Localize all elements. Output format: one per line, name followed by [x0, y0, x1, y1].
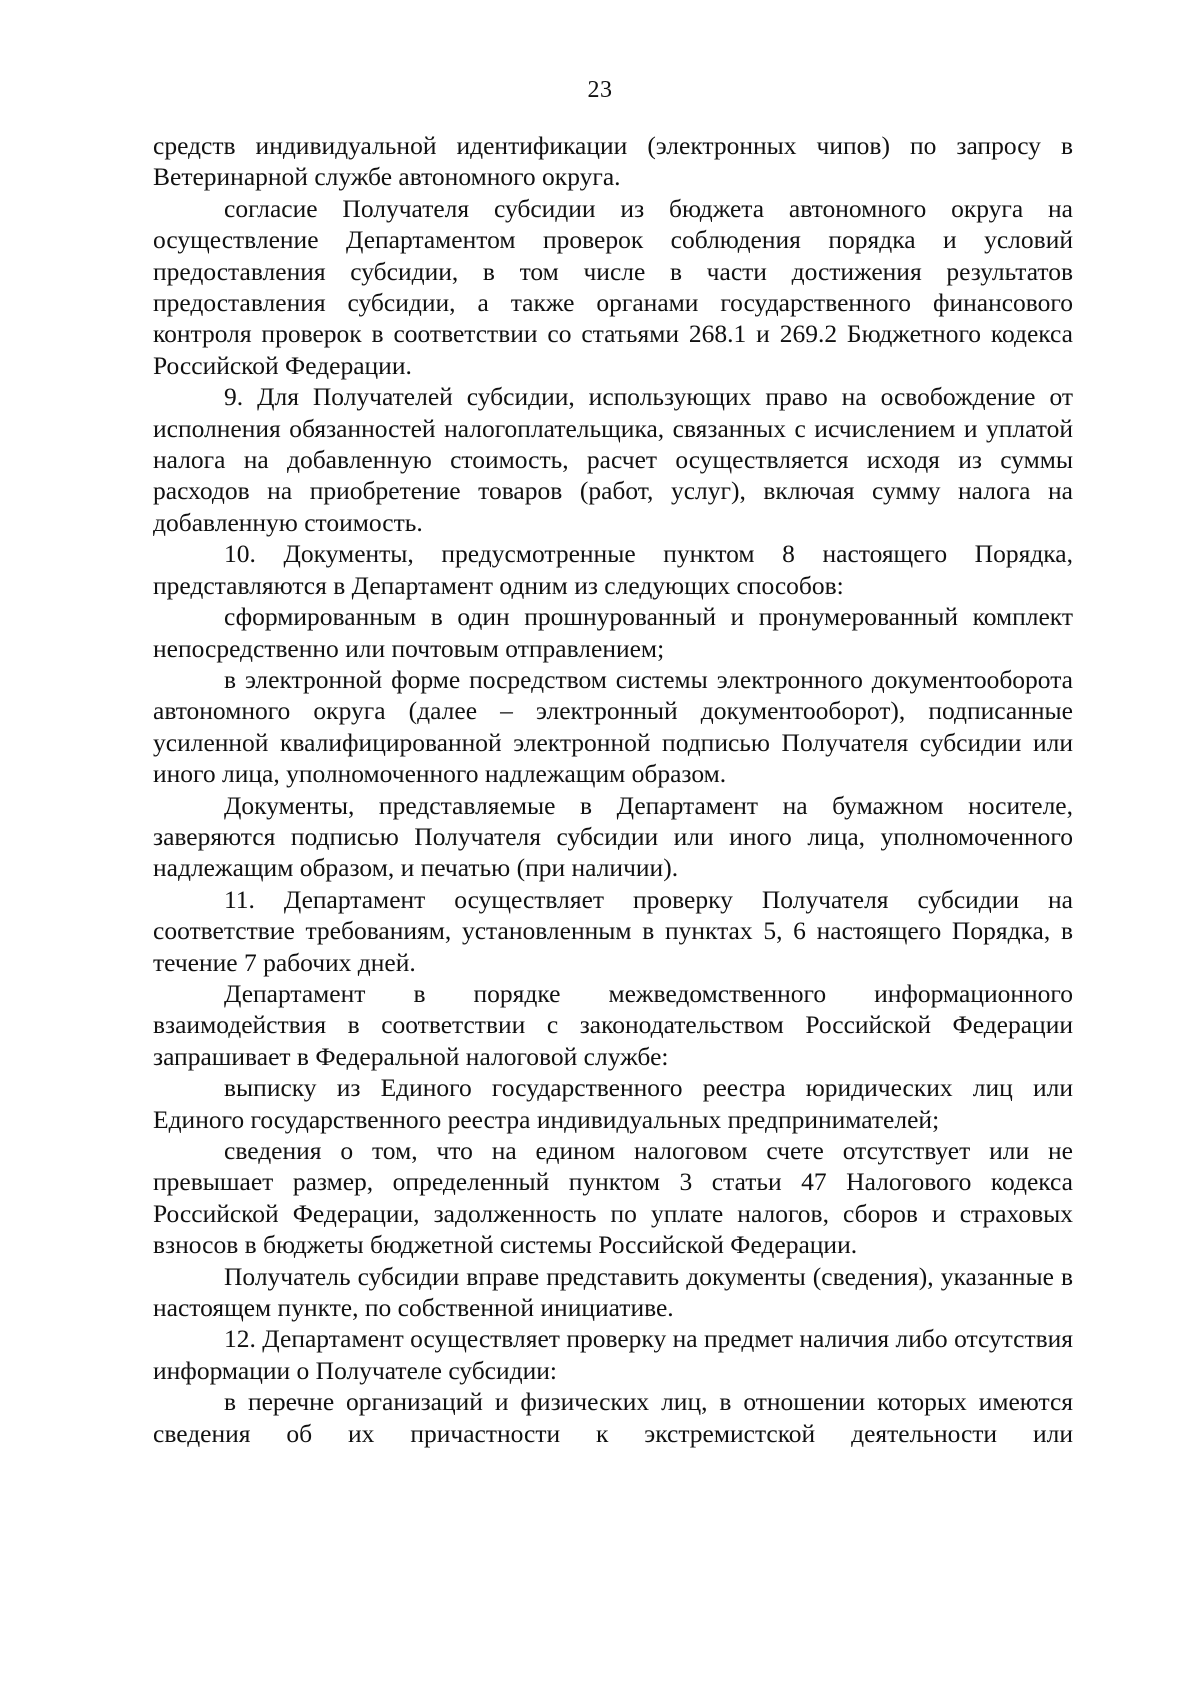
paragraph: Получатель субсидии вправе представить документы (сведения), указанные в настоящем пункте, по собственной инициативе. — [153, 1261, 1073, 1323]
page-number: 23 — [587, 77, 613, 103]
paragraph: 11. Департамент осуществляет проверку Получателя субсидии на соответствие требованиям, установленным в пунктах 5, 6 настоящего Порядка, в течение 7 рабочих дней. — [153, 884, 1073, 977]
paragraph: сформированным в один прошнурованный и пронумерованный комплект непосредственно или почтовым отправлением; — [153, 602, 1073, 663]
document-body — [153, 130, 1073, 1449]
paragraph: в перечне организаций и физических лиц, в отношении которых имеются сведения об их причастности к экстремистской деятельности или — [153, 1387, 1073, 1448]
paragraph: 9. Для Получателей субсидии, использующих право на освобождение от исполнения обязанностей налогоплательщика, связанных с исчислением и уплатой налога на добавленную стоимость, расчет осуществляется исходя из суммы расходов на приобретение товаров (работ, услуг), включая сумму налога на добавленную стоимость. — [153, 382, 1073, 537]
paragraph: в электронной форме посредством системы электронного документооборота автономного округа (далее – электронный документооборот), подписанные усиленной квалифицированной электронной подписью Получателя субсидии или иного лица, уполномоченного надлежащим образом. — [153, 664, 1073, 789]
paragraph: выписку из Единого государственного реестра юридических лиц или Единого государственного реестра индивидуальных предпринимателей; — [153, 1073, 1073, 1134]
paragraph: сведения о том, что на едином налоговом счете отсутствует или не превышает размер, определенный пунктом 3 статьи 47 Налогового кодекса Российской Федерации, задолженность по уплате налогов, сборов и страховых взносов в бюджеты бюджетной системы Российской Федерации. — [153, 1136, 1073, 1260]
paragraph: Документы, представляемые в Департамент на бумажном носителе, заверяются подписью Получателя субсидии или иного лица, уполномоченного надлежащим образом, и печатью (при наличии). — [153, 790, 1073, 883]
paragraph: Департамент в порядке межведомственного информационного взаимодействия в соответствии с законодательством Российской Федерации запрашивает в Федеральной налоговой службе: — [153, 978, 1073, 1071]
paragraph: 12. Департамент осуществляет проверку на предмет наличия либо отсутствия информации о Получателе субсидии: — [153, 1324, 1073, 1385]
paragraph: согласие Получателя субсидии из бюджета автономного округа на осуществление Департаментом проверок соблюдения порядка и условий предоставления субсидии, в том числе в части достижения результатов предоставления субсидии, а также органами государственного финансового контроля проверок в соответствии со статьями 268.1 и 269.2 Бюджетного кодекса Российской Федерации. — [153, 193, 1073, 380]
paragraph: 10. Документы, предусмотренные пунктом 8 настоящего Порядка, представляются в Департамент одним из следующих способов: — [153, 539, 1073, 600]
paragraph: средств индивидуальной идентификации (электронных чипов) по запросу в Ветеринарной службе автономного округа. — [153, 131, 1073, 192]
